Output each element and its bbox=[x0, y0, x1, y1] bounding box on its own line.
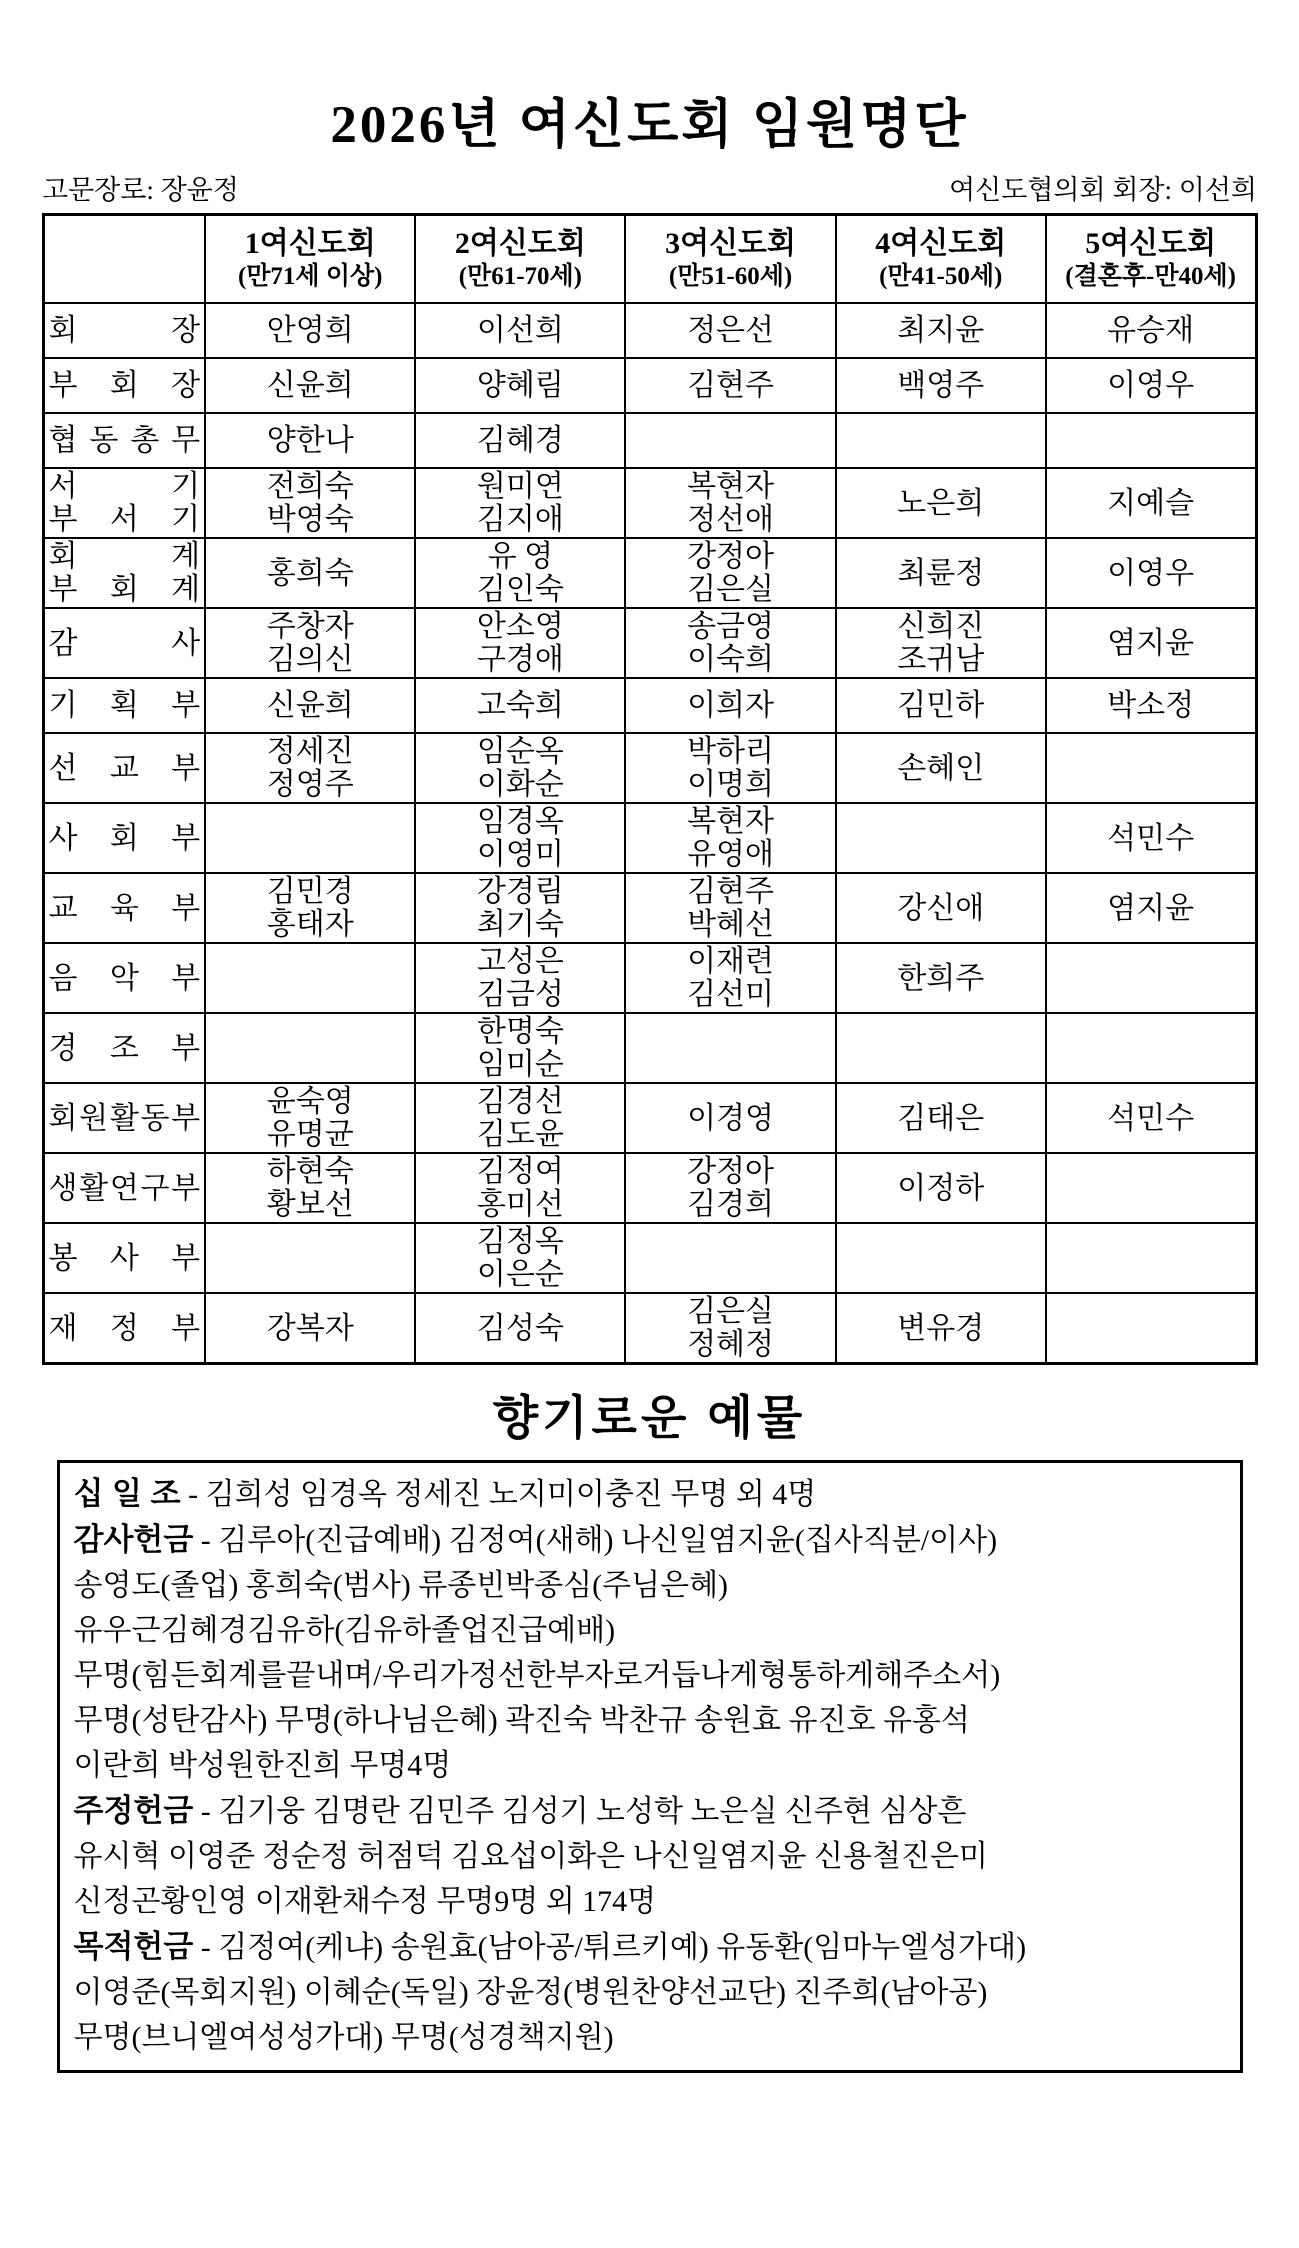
officer-name: 노은희 bbox=[897, 486, 985, 520]
row-label bbox=[43, 678, 205, 733]
officer-name: 임경옥 bbox=[476, 805, 564, 839]
officer-name: 한명숙 bbox=[476, 1015, 564, 1049]
offerings-box bbox=[57, 1460, 1243, 2073]
division-column-header bbox=[205, 215, 415, 304]
officer-name: 박영숙 bbox=[266, 503, 354, 537]
offering-separator: - bbox=[180, 1478, 206, 1512]
officer-cell bbox=[1046, 943, 1256, 1013]
officer-cell bbox=[625, 873, 835, 943]
offering-line bbox=[74, 1471, 1226, 1517]
officer-cell bbox=[205, 413, 415, 468]
officer-name: 이선희 bbox=[476, 314, 564, 348]
officer-cell bbox=[1046, 608, 1256, 678]
officer-name: 이정하 bbox=[897, 1171, 985, 1205]
table-row bbox=[43, 943, 1256, 1013]
officer-name: 김경선 bbox=[476, 1085, 564, 1119]
officer-name: 하현숙 bbox=[266, 1155, 354, 1189]
officer-cell bbox=[415, 1293, 625, 1364]
officer-cell bbox=[1046, 803, 1256, 873]
officer-name: 김지애 bbox=[476, 503, 564, 537]
offering-line bbox=[74, 1653, 1226, 1698]
offering-separator: - bbox=[193, 1795, 219, 1829]
officer-cell bbox=[1046, 1223, 1256, 1293]
officer-name: 김의신 bbox=[266, 643, 354, 677]
row-label-line: 서 기 bbox=[48, 470, 201, 504]
table-row bbox=[43, 678, 1256, 733]
officer-name: 이경영 bbox=[687, 1101, 775, 1135]
officer-name: 주창자 bbox=[266, 610, 354, 644]
officer-name: 김혜경 bbox=[476, 424, 564, 458]
officer-cell bbox=[205, 873, 415, 943]
division-age-range: (만61-70세) bbox=[458, 263, 583, 291]
table-row bbox=[43, 803, 1256, 873]
row-label bbox=[43, 803, 205, 873]
row-label-line: 선 교 부 bbox=[48, 751, 201, 785]
officer-name: 양혜림 bbox=[476, 369, 564, 403]
division-title: 2여신도회 bbox=[454, 227, 586, 261]
officer-name: 박하리 bbox=[687, 735, 775, 769]
officer-cell bbox=[625, 468, 835, 538]
officer-name: 유영애 bbox=[687, 838, 775, 872]
officer-cell bbox=[625, 358, 835, 413]
officer-name: 지예슬 bbox=[1107, 486, 1195, 520]
officer-cell bbox=[625, 803, 835, 873]
officer-cell bbox=[415, 1153, 625, 1223]
officer-name: 정선애 bbox=[687, 503, 775, 537]
officer-cell bbox=[415, 1083, 625, 1153]
division-age-range: (만41-50세) bbox=[879, 263, 1003, 291]
officer-name: 강정아 bbox=[687, 540, 775, 574]
officer-cell bbox=[625, 413, 835, 468]
officer-name: 임미순 bbox=[476, 1048, 564, 1082]
division-title: 3여신도회 bbox=[665, 227, 797, 261]
officer-name: 한희주 bbox=[897, 961, 985, 995]
row-label bbox=[43, 943, 205, 1013]
offering-line bbox=[74, 2015, 1226, 2060]
officer-name: 정혜정 bbox=[687, 1328, 775, 1362]
officer-cell bbox=[836, 1223, 1046, 1293]
officer-name: 김금성 bbox=[476, 978, 564, 1012]
division-age-range: (만71세 이상) bbox=[237, 263, 383, 291]
officer-name: 김도윤 bbox=[476, 1118, 564, 1152]
row-label-line: 사 회 부 bbox=[48, 821, 201, 855]
table-row bbox=[43, 608, 1256, 678]
officer-name: 정은선 bbox=[687, 314, 775, 348]
officer-name: 강신애 bbox=[897, 891, 985, 925]
officer-cell bbox=[625, 678, 835, 733]
row-label bbox=[43, 608, 205, 678]
officer-name: 이재련 bbox=[687, 945, 775, 979]
offerings-heading: 향기로운 예물 bbox=[492, 1391, 807, 1445]
officer-cell bbox=[415, 943, 625, 1013]
offering-line bbox=[74, 1788, 1226, 1834]
officer-cell bbox=[415, 413, 625, 468]
officer-name: 이희자 bbox=[687, 689, 775, 723]
officer-cell bbox=[836, 1153, 1046, 1223]
row-label bbox=[43, 1293, 205, 1364]
officer-name: 석민수 bbox=[1107, 821, 1195, 855]
officer-name: 최지윤 bbox=[897, 314, 985, 348]
offering-names-text: 유우근김혜경김유하(김유하졸업진급예배) bbox=[73, 1614, 616, 1648]
division-column-header bbox=[625, 215, 835, 304]
officer-name: 홍태자 bbox=[266, 908, 354, 942]
offering-names-text: 김루아(진급예배) 김정여(새해) 나신일염지윤(집사직분/이사) bbox=[218, 1524, 998, 1558]
officer-name: 신희진 bbox=[897, 610, 985, 644]
officer-cell bbox=[205, 538, 415, 608]
officer-name: 이영우 bbox=[1107, 556, 1195, 590]
officer-cell bbox=[836, 358, 1046, 413]
row-label-line: 생 활 연 구 부 bbox=[48, 1171, 201, 1205]
officer-name: 김경희 bbox=[687, 1188, 775, 1222]
officer-name: 안영희 bbox=[266, 314, 354, 348]
officer-cell bbox=[836, 873, 1046, 943]
officer-name: 백영주 bbox=[897, 369, 985, 403]
officer-cell bbox=[625, 733, 835, 803]
officer-cell bbox=[415, 1223, 625, 1293]
table-row bbox=[43, 358, 1256, 413]
offering-line bbox=[74, 1517, 1226, 1563]
officer-name: 손혜인 bbox=[897, 751, 985, 785]
officer-name: 유 영 bbox=[487, 540, 554, 574]
row-label bbox=[43, 873, 205, 943]
officer-cell bbox=[205, 1083, 415, 1153]
offering-names-text: 신정곤황인영 이재환채수정 무명9명 외 174명 bbox=[73, 1885, 657, 1919]
officer-name: 조귀남 bbox=[897, 643, 985, 677]
officer-cell bbox=[415, 678, 625, 733]
officer-cell bbox=[415, 303, 625, 358]
page-title: 2026년 여신도회 임원명단 bbox=[330, 96, 969, 154]
officer-name: 박소정 bbox=[1107, 689, 1195, 723]
row-label-line: 부 회 장 bbox=[48, 369, 201, 403]
row-label bbox=[43, 468, 205, 538]
row-label-line: 재 정 부 bbox=[48, 1311, 201, 1345]
officer-name: 홍희숙 bbox=[266, 556, 354, 590]
officer-cell bbox=[625, 1293, 835, 1364]
officer-cell bbox=[415, 733, 625, 803]
council-president-note: 여신도협의회 회장: 이선희 bbox=[949, 175, 1257, 206]
row-label-line: 감 사 bbox=[48, 626, 201, 660]
officer-cell bbox=[1046, 1293, 1256, 1364]
officers-table bbox=[42, 213, 1258, 1365]
officers-table-header bbox=[43, 215, 1256, 304]
division-title: 4여신도회 bbox=[875, 227, 1007, 261]
officer-cell bbox=[205, 1153, 415, 1223]
officer-name: 이숙희 bbox=[687, 643, 775, 677]
row-label-line: 교 육 부 bbox=[48, 891, 201, 925]
officer-name: 황보선 bbox=[266, 1188, 354, 1222]
officer-name: 김민하 bbox=[897, 689, 985, 723]
officer-cell bbox=[836, 1013, 1046, 1083]
row-label-line: 회 장 bbox=[48, 314, 201, 348]
officer-cell bbox=[1046, 358, 1256, 413]
officer-cell bbox=[836, 468, 1046, 538]
officer-name: 김인숙 bbox=[476, 573, 564, 607]
division-age-range: (만51-60세) bbox=[668, 263, 793, 291]
officer-cell bbox=[415, 468, 625, 538]
officer-cell bbox=[836, 413, 1046, 468]
offering-names-text: 이영준(목회지원) 이혜순(독일) 장윤정(병원찬양선교단) 진주희(남아공) bbox=[73, 1976, 988, 2010]
officer-cell bbox=[205, 1223, 415, 1293]
officer-name: 전희숙 bbox=[266, 470, 354, 504]
officer-cell bbox=[836, 678, 1046, 733]
table-row bbox=[43, 468, 1256, 538]
officer-cell bbox=[1046, 303, 1256, 358]
table-row bbox=[43, 1013, 1256, 1083]
offering-line bbox=[74, 1563, 1226, 1608]
officer-name: 최륜정 bbox=[897, 556, 985, 590]
officer-name: 신윤희 bbox=[266, 369, 354, 403]
row-label bbox=[43, 358, 205, 413]
row-label-line: 부 서 기 bbox=[48, 503, 201, 537]
officer-name: 염지윤 bbox=[1107, 891, 1195, 925]
table-row bbox=[43, 1153, 1256, 1223]
officer-cell bbox=[836, 733, 1046, 803]
division-column-header bbox=[836, 215, 1046, 304]
row-label-line: 회 원 활 동 부 bbox=[48, 1101, 201, 1135]
officer-cell bbox=[1046, 678, 1256, 733]
officer-name: 강복자 bbox=[266, 1311, 354, 1345]
table-row bbox=[43, 303, 1256, 358]
officer-name: 김정옥 bbox=[476, 1225, 564, 1259]
offering-names-text: 김기웅 김명란 김민주 김성기 노성학 노은실 신주현 심상흔 bbox=[218, 1795, 967, 1829]
officer-cell bbox=[415, 608, 625, 678]
row-label-line: 기 획 부 bbox=[48, 689, 201, 723]
officer-cell bbox=[625, 1223, 835, 1293]
offering-line bbox=[74, 1608, 1226, 1653]
row-label bbox=[43, 538, 205, 608]
offering-names-text: 김정여(케냐) 송원효(남아공/튀르키예) 유동환(임마누엘성가대) bbox=[218, 1931, 1027, 1965]
offering-line bbox=[74, 1924, 1226, 1970]
officer-name: 양한나 bbox=[266, 424, 354, 458]
row-label bbox=[43, 413, 205, 468]
officer-cell bbox=[205, 608, 415, 678]
officer-cell bbox=[836, 1083, 1046, 1153]
officer-name: 고성은 bbox=[476, 945, 564, 979]
officer-name: 김선미 bbox=[687, 978, 775, 1012]
officer-cell bbox=[205, 358, 415, 413]
officer-cell bbox=[836, 303, 1046, 358]
officer-name: 임순옥 bbox=[476, 735, 564, 769]
officer-cell bbox=[836, 943, 1046, 1013]
officer-cell bbox=[1046, 413, 1256, 468]
offering-entry-label: 감사헌금 bbox=[73, 1522, 194, 1558]
officer-cell bbox=[1046, 1013, 1256, 1083]
officer-name: 김성숙 bbox=[476, 1311, 564, 1345]
officer-name: 김은실 bbox=[687, 1295, 775, 1329]
officer-name: 김정여 bbox=[476, 1155, 564, 1189]
officer-name: 송금영 bbox=[687, 610, 775, 644]
officer-name: 복현자 bbox=[687, 805, 775, 839]
offering-names-text: 김희성 임경옥 정세진 노지미이충진 무명 외 4명 bbox=[205, 1478, 817, 1512]
officer-cell bbox=[836, 1293, 1046, 1364]
officer-name: 구경애 bbox=[476, 643, 564, 677]
offering-entry-label: 십 일 조 bbox=[73, 1476, 181, 1512]
officer-name: 강경림 bbox=[476, 875, 564, 909]
officer-cell bbox=[415, 873, 625, 943]
officer-cell bbox=[205, 1013, 415, 1083]
row-label bbox=[43, 1153, 205, 1223]
officer-cell bbox=[1046, 733, 1256, 803]
officer-cell bbox=[205, 733, 415, 803]
offering-names-text: 유시혁 이영준 정순정 허점덕 김요섭이화은 나신일염지윤 신용철진은미 bbox=[73, 1840, 988, 1874]
officer-name: 김민경 bbox=[266, 875, 354, 909]
offering-line bbox=[74, 1743, 1226, 1788]
officer-name: 유승재 bbox=[1107, 314, 1195, 348]
officer-name: 김현주 bbox=[687, 875, 775, 909]
officer-cell bbox=[415, 803, 625, 873]
division-title: 1여신도회 bbox=[244, 227, 376, 261]
offering-names-text: 송영도(졸업) 홍희숙(범사) 류종빈박종심(주님은혜) bbox=[73, 1569, 729, 1603]
officer-cell bbox=[625, 943, 835, 1013]
officer-cell bbox=[415, 1013, 625, 1083]
officer-cell bbox=[1046, 538, 1256, 608]
officer-cell bbox=[625, 608, 835, 678]
table-row bbox=[43, 1293, 1256, 1364]
officer-name: 김은실 bbox=[687, 573, 775, 607]
offering-line bbox=[74, 1698, 1226, 1743]
officer-name: 이은순 bbox=[476, 1258, 564, 1292]
officer-cell bbox=[205, 803, 415, 873]
offering-names-text: 이란희 박성원한진희 무명4명 bbox=[73, 1749, 452, 1783]
officer-name: 석민수 bbox=[1107, 1101, 1195, 1135]
table-row bbox=[43, 1083, 1256, 1153]
officer-name: 최기숙 bbox=[476, 908, 564, 942]
officer-name: 이화순 bbox=[476, 768, 564, 802]
officer-cell bbox=[836, 608, 1046, 678]
officer-name: 원미연 bbox=[476, 470, 564, 504]
division-column-header bbox=[1046, 215, 1256, 304]
row-label-line: 협 동 총 무 bbox=[48, 424, 201, 458]
subhead-row bbox=[42, 168, 1257, 207]
officer-cell bbox=[625, 303, 835, 358]
row-label-line: 음 악 부 bbox=[48, 961, 201, 995]
officer-cell bbox=[1046, 1083, 1256, 1153]
officer-name: 신윤희 bbox=[266, 689, 354, 723]
officer-name: 박혜선 bbox=[687, 908, 775, 942]
officer-name: 윤숙영 bbox=[266, 1085, 354, 1119]
officer-cell bbox=[625, 1083, 835, 1153]
officer-name: 변유경 bbox=[897, 1311, 985, 1345]
row-label bbox=[43, 733, 205, 803]
officer-name: 강정아 bbox=[687, 1155, 775, 1189]
division-age-range: (결혼후-만40세) bbox=[1065, 263, 1237, 291]
row-label bbox=[43, 1013, 205, 1083]
row-label-line: 봉 사 부 bbox=[48, 1241, 201, 1275]
officer-name: 이영미 bbox=[476, 838, 564, 872]
row-label-line: 경 조 부 bbox=[48, 1031, 201, 1065]
table-row bbox=[43, 413, 1256, 468]
officer-name: 복현자 bbox=[687, 470, 775, 504]
officer-cell bbox=[836, 538, 1046, 608]
table-row bbox=[43, 873, 1256, 943]
officer-cell bbox=[1046, 1153, 1256, 1223]
offering-names-text: 무명(브니엘여성성가대) 무명(성경책지원) bbox=[73, 2021, 614, 2055]
officer-cell bbox=[1046, 468, 1256, 538]
officer-name: 김현주 bbox=[687, 369, 775, 403]
offering-names-text: 무명(성탄감사) 무명(하나님은혜) 곽진숙 박찬규 송원효 유진호 유홍석 bbox=[73, 1704, 970, 1738]
table-row bbox=[43, 538, 1256, 608]
division-column-header bbox=[415, 215, 625, 304]
officer-name: 이명희 bbox=[687, 768, 775, 802]
corner-header-cell bbox=[43, 215, 205, 304]
officer-name: 정영주 bbox=[266, 768, 354, 802]
offering-names-text: 무명(힘든회계를끝내며/우리가정선한부자로거듭나게형통하게해주소서) bbox=[73, 1659, 1001, 1693]
table-row bbox=[43, 733, 1256, 803]
officer-cell bbox=[205, 1293, 415, 1364]
officer-name: 정세진 bbox=[266, 735, 354, 769]
row-label bbox=[43, 1223, 205, 1293]
officer-cell bbox=[205, 468, 415, 538]
officer-cell bbox=[836, 803, 1046, 873]
row-label-line: 부 회 계 bbox=[48, 573, 201, 607]
header-row bbox=[43, 215, 1256, 304]
officer-cell bbox=[415, 358, 625, 413]
offering-line bbox=[74, 1834, 1226, 1879]
officer-name: 고숙희 bbox=[476, 689, 564, 723]
offering-entry-label: 목적헌금 bbox=[73, 1929, 194, 1965]
officer-cell bbox=[415, 538, 625, 608]
division-title: 5여신도회 bbox=[1085, 227, 1217, 261]
officer-cell bbox=[205, 943, 415, 1013]
officer-name: 안소영 bbox=[476, 610, 564, 644]
row-label bbox=[43, 1083, 205, 1153]
officer-cell bbox=[205, 303, 415, 358]
offering-separator: - bbox=[193, 1931, 219, 1965]
offering-line bbox=[74, 1970, 1226, 2015]
officer-name: 김태은 bbox=[897, 1101, 985, 1135]
officer-cell bbox=[205, 678, 415, 733]
officer-cell bbox=[625, 538, 835, 608]
offering-separator: - bbox=[193, 1524, 219, 1558]
offering-line bbox=[74, 1879, 1226, 1924]
row-label-line: 회 계 bbox=[48, 540, 201, 574]
advisor-elder-note: 고문장로: 장윤정 bbox=[42, 175, 239, 206]
officer-name: 홍미선 bbox=[476, 1188, 564, 1222]
officer-name: 이영우 bbox=[1107, 369, 1195, 403]
officers-table-body bbox=[43, 303, 1256, 1364]
officer-name: 염지윤 bbox=[1107, 626, 1195, 660]
officer-cell bbox=[1046, 873, 1256, 943]
table-row bbox=[43, 1223, 1256, 1293]
officer-cell bbox=[625, 1013, 835, 1083]
officer-cell bbox=[625, 1153, 835, 1223]
officer-name: 유명균 bbox=[266, 1118, 354, 1152]
offering-entry-label: 주정헌금 bbox=[73, 1793, 194, 1829]
row-label bbox=[43, 303, 205, 358]
